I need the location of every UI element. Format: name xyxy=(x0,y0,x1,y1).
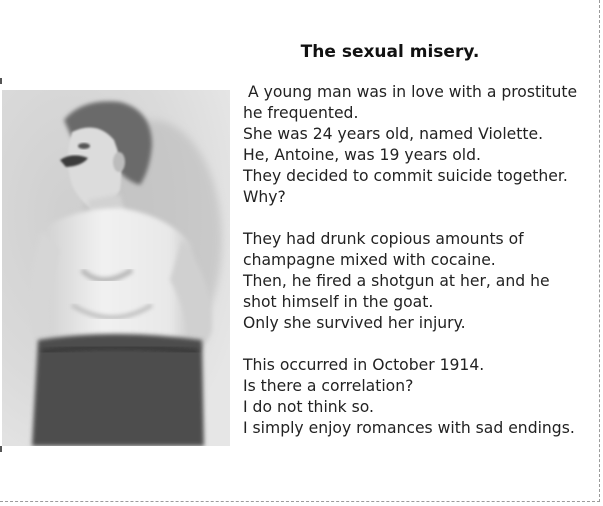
crop-mark-top xyxy=(0,78,2,84)
paragraph-gap xyxy=(243,334,588,355)
text-line: Only she survived her injury. xyxy=(243,314,466,332)
story-text xyxy=(243,82,588,439)
man-portrait-photo xyxy=(2,90,230,446)
text-line: She was 24 years old, named Violette. xyxy=(243,125,544,143)
document-title: The sexual misery. xyxy=(300,42,480,62)
text-line: I simply enjoy romances with sad endings. xyxy=(243,419,575,437)
text-line: They had drunk copious amounts of champagne mixed with cocaine. xyxy=(243,230,524,269)
text-line: They decided to commit suicide together. Why? xyxy=(243,167,568,206)
text-line: I do not think so. xyxy=(243,398,374,416)
text-line: This occurred in October 1914. xyxy=(243,356,485,374)
text-line: Is there a correlation? xyxy=(243,377,414,395)
text-line: A young man was in love with a prostitute he frequented. xyxy=(243,83,583,122)
text-line: He, Antoine, was 19 years old. xyxy=(243,146,481,164)
text-line: Then, he fired a shotgun at her, and he shot himself in the goat. xyxy=(243,272,550,311)
paragraph-gap xyxy=(243,208,588,229)
crop-mark-bottom xyxy=(0,446,2,452)
